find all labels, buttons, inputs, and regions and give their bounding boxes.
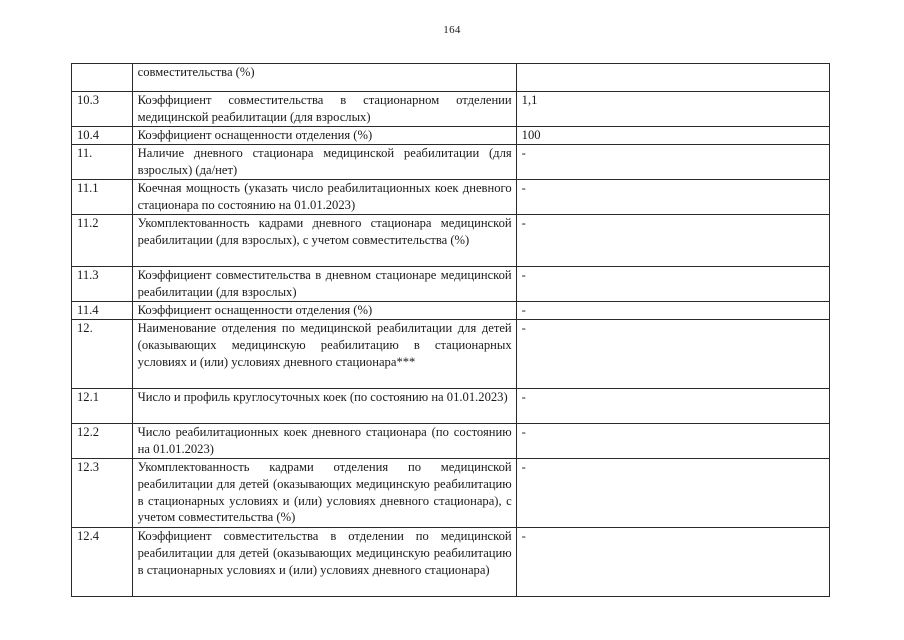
row-number: 12.4 [72,528,133,597]
row-number: 11.2 [72,215,133,267]
row-description: Наличие дневного стационара медицинской реабилитации (для взрослых) (да/нет) [132,145,516,180]
row-description: Число реабилитационных коек дневного стационара (по состоянию на 01.01.2023) [132,424,516,459]
row-number [72,64,133,92]
row-value: - [516,424,829,459]
table-row [72,459,830,528]
row-description: Наименование отделения по медицинской реабилитации для детей (оказывающих медицинскую реабилитацию в стационарных условиях и (или) условиях дневного стационара*** [132,320,516,389]
row-description: Укомплектованность кадрами отделения по медицинской реабилитации для детей (оказывающих медицинскую реабилитацию в стационарных условиях и (или) условиях дневного стационара), с учетом совместительства (%) [132,459,516,528]
row-value: - [516,528,829,597]
row-description: Коэффициент совместительства в дневном стационаре медицинской реабилитации (для взрослых) [132,267,516,302]
page-number: 164 [443,24,461,36]
row-description: Коэффициент совместительства в стационарном отделении медицинской реабилитации (для взрослых) [132,92,516,127]
table-row [72,302,830,320]
row-value [516,64,829,92]
indicator-table [71,63,830,597]
row-number: 11.4 [72,302,133,320]
row-description: Коечная мощность (указать число реабилитационных коек дневного стационара по состоянию на 01.01.2023) [132,180,516,215]
row-number: 10.3 [72,92,133,127]
row-description: Коэффициент совместительства в отделении по медицинской реабилитации для детей (оказывающих медицинскую реабилитацию в стационарных условиях и (или) условиях дневного стационара) [132,528,516,597]
row-value: 1,1 [516,92,829,127]
row-number: 12.1 [72,389,133,424]
row-value: - [516,180,829,215]
row-value: - [516,389,829,424]
table-row [72,180,830,215]
table-row [72,528,830,597]
row-number: 12. [72,320,133,389]
row-value: - [516,267,829,302]
row-description: Число и профиль круглосуточных коек (по состоянию на 01.01.2023) [132,389,516,424]
table-row [72,389,830,424]
row-value: 100 [516,127,829,145]
row-value: - [516,302,829,320]
table-row [72,64,830,92]
row-number: 12.2 [72,424,133,459]
row-number: 11.3 [72,267,133,302]
row-value: - [516,459,829,528]
table-row [72,215,830,267]
row-description: Коэффициент оснащенности отделения (%) [132,302,516,320]
row-value: - [516,320,829,389]
row-value: - [516,145,829,180]
row-description: совместительства (%) [132,64,516,92]
table-row [72,145,830,180]
row-description: Укомплектованность кадрами дневного стационара медицинской реабилитации (для взрослых), с учетом совместительства (%) [132,215,516,267]
table-row [72,267,830,302]
table-row [72,127,830,145]
row-number: 10.4 [72,127,133,145]
row-description: Коэффициент оснащенности отделения (%) [132,127,516,145]
row-number: 11. [72,145,133,180]
row-number: 12.3 [72,459,133,528]
table-row [72,424,830,459]
table-row [72,92,830,127]
table-row [72,320,830,389]
row-number: 11.1 [72,180,133,215]
row-value: - [516,215,829,267]
